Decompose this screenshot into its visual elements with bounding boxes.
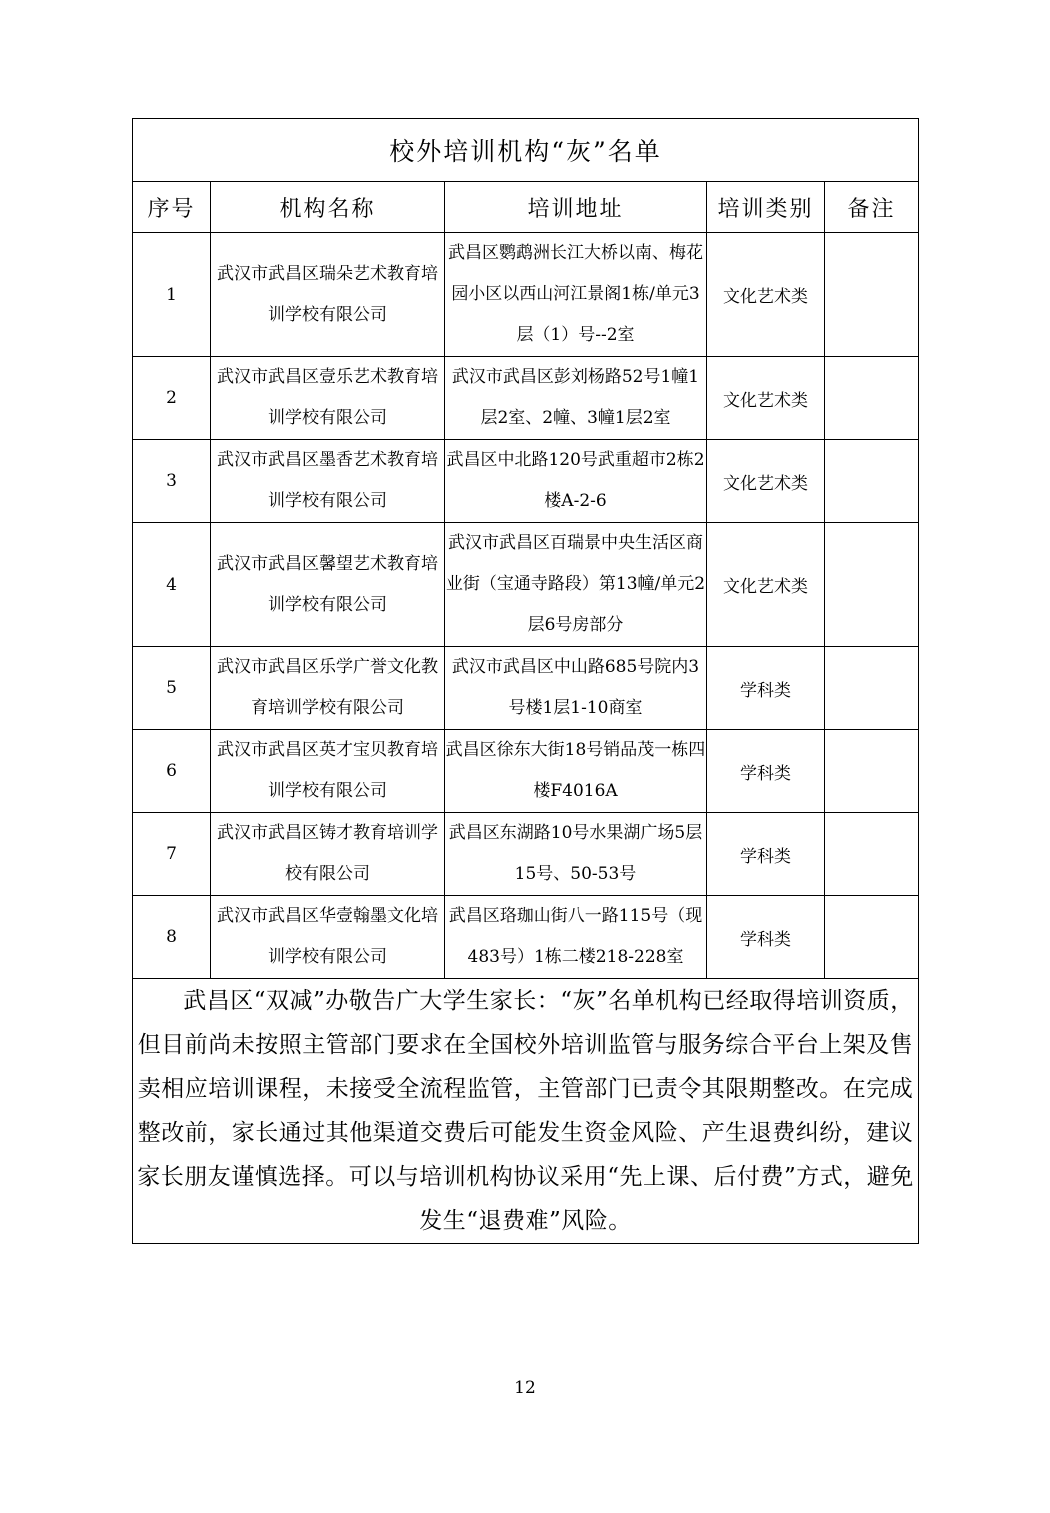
row-institution-name: 武汉市武昌区壹乐艺术教育培训学校有限公司 bbox=[211, 357, 445, 440]
row-note bbox=[825, 357, 919, 440]
row-type: 学科类 bbox=[707, 730, 825, 813]
row-address: 武昌区中北路120号武重超市2栋2楼A-2-6 bbox=[445, 440, 707, 523]
row-seq: 2 bbox=[133, 357, 211, 440]
table-row bbox=[133, 896, 919, 979]
page-number: 12 bbox=[514, 1378, 536, 1398]
row-institution-name: 武汉市武昌区铸才教育培训学校有限公司 bbox=[211, 813, 445, 896]
column-header-note: 备注 bbox=[825, 182, 919, 233]
row-type: 文化艺术类 bbox=[707, 440, 825, 523]
table-title-row bbox=[133, 119, 919, 182]
row-note bbox=[825, 523, 919, 647]
row-institution-name: 武汉市武昌区英才宝贝教育培训学校有限公司 bbox=[211, 730, 445, 813]
table-header-row bbox=[133, 182, 919, 233]
row-type: 文化艺术类 bbox=[707, 233, 825, 357]
row-address: 武昌区鹦鹉洲长江大桥以南、梅花园小区以西山河江景阁1栋/单元3层（1）号--2室 bbox=[445, 233, 707, 357]
table-footer-row bbox=[133, 979, 919, 1244]
row-seq: 6 bbox=[133, 730, 211, 813]
row-seq: 8 bbox=[133, 896, 211, 979]
row-address: 武昌区徐东大街18号销品茂一栋四楼F4016A bbox=[445, 730, 707, 813]
footer-note-text: 武昌区“双减”办敬告广大学生家长：“灰”名单机构已经取得培训资质，但目前尚未按照主管部门要求在全国校外培训监管与服务综合平台上架及售卖相应培训课程，未接受全流程监管，主管部门已责令其限期整改。在完成整改前，家长通过其他渠道交费后可能发生资金风险、产生退费纠纷，建议家长朋友谨慎选择。可以与培训机构协议采用“先上课、后付费”方式，避免发生“退费难”风险。 bbox=[137, 988, 914, 1234]
training-institutions-table bbox=[132, 118, 919, 1244]
row-seq: 3 bbox=[133, 440, 211, 523]
row-type: 学科类 bbox=[707, 813, 825, 896]
row-type: 学科类 bbox=[707, 647, 825, 730]
row-seq: 4 bbox=[133, 523, 211, 647]
table-row bbox=[133, 523, 919, 647]
row-address: 武汉市武昌区百瑞景中央生活区商业街（宝通寺路段）第13幢/单元2层6号房部分 bbox=[445, 523, 707, 647]
table-row bbox=[133, 647, 919, 730]
row-note bbox=[825, 233, 919, 357]
row-type: 学科类 bbox=[707, 896, 825, 979]
row-note bbox=[825, 896, 919, 979]
column-header-type: 培训类别 bbox=[707, 182, 825, 233]
row-note bbox=[825, 647, 919, 730]
column-header-seq: 序号 bbox=[133, 182, 211, 233]
row-type: 文化艺术类 bbox=[707, 523, 825, 647]
table-row bbox=[133, 233, 919, 357]
row-note bbox=[825, 730, 919, 813]
row-institution-name: 武汉市武昌区华壹翰墨文化培训学校有限公司 bbox=[211, 896, 445, 979]
table-row bbox=[133, 730, 919, 813]
row-type: 文化艺术类 bbox=[707, 357, 825, 440]
row-seq: 1 bbox=[133, 233, 211, 357]
row-address: 武汉市武昌区彭刘杨路52号1幢1层2室、2幢、3幢1层2室 bbox=[445, 357, 707, 440]
row-institution-name: 武汉市武昌区馨望艺术教育培训学校有限公司 bbox=[211, 523, 445, 647]
row-institution-name: 武汉市武昌区墨香艺术教育培训学校有限公司 bbox=[211, 440, 445, 523]
footer-note bbox=[133, 979, 919, 1244]
table-row bbox=[133, 357, 919, 440]
row-institution-name: 武汉市武昌区乐学广誉文化教育培训学校有限公司 bbox=[211, 647, 445, 730]
row-institution-name: 武汉市武昌区瑞朵艺术教育培训学校有限公司 bbox=[211, 233, 445, 357]
table-row bbox=[133, 813, 919, 896]
row-seq: 7 bbox=[133, 813, 211, 896]
row-seq: 5 bbox=[133, 647, 211, 730]
column-header-address: 培训地址 bbox=[445, 182, 707, 233]
row-note bbox=[825, 440, 919, 523]
column-header-name: 机构名称 bbox=[211, 182, 445, 233]
page-title: 校外培训机构“灰”名单 bbox=[133, 119, 919, 182]
row-address: 武汉市武昌区中山路685号院内3号楼1层1-10商室 bbox=[445, 647, 707, 730]
row-address: 武昌区东湖路10号水果湖广场5层15号、50-53号 bbox=[445, 813, 707, 896]
table-row bbox=[133, 440, 919, 523]
row-note bbox=[825, 813, 919, 896]
row-address: 武昌区珞珈山街八一路115号（现483号）1栋二楼218-228室 bbox=[445, 896, 707, 979]
